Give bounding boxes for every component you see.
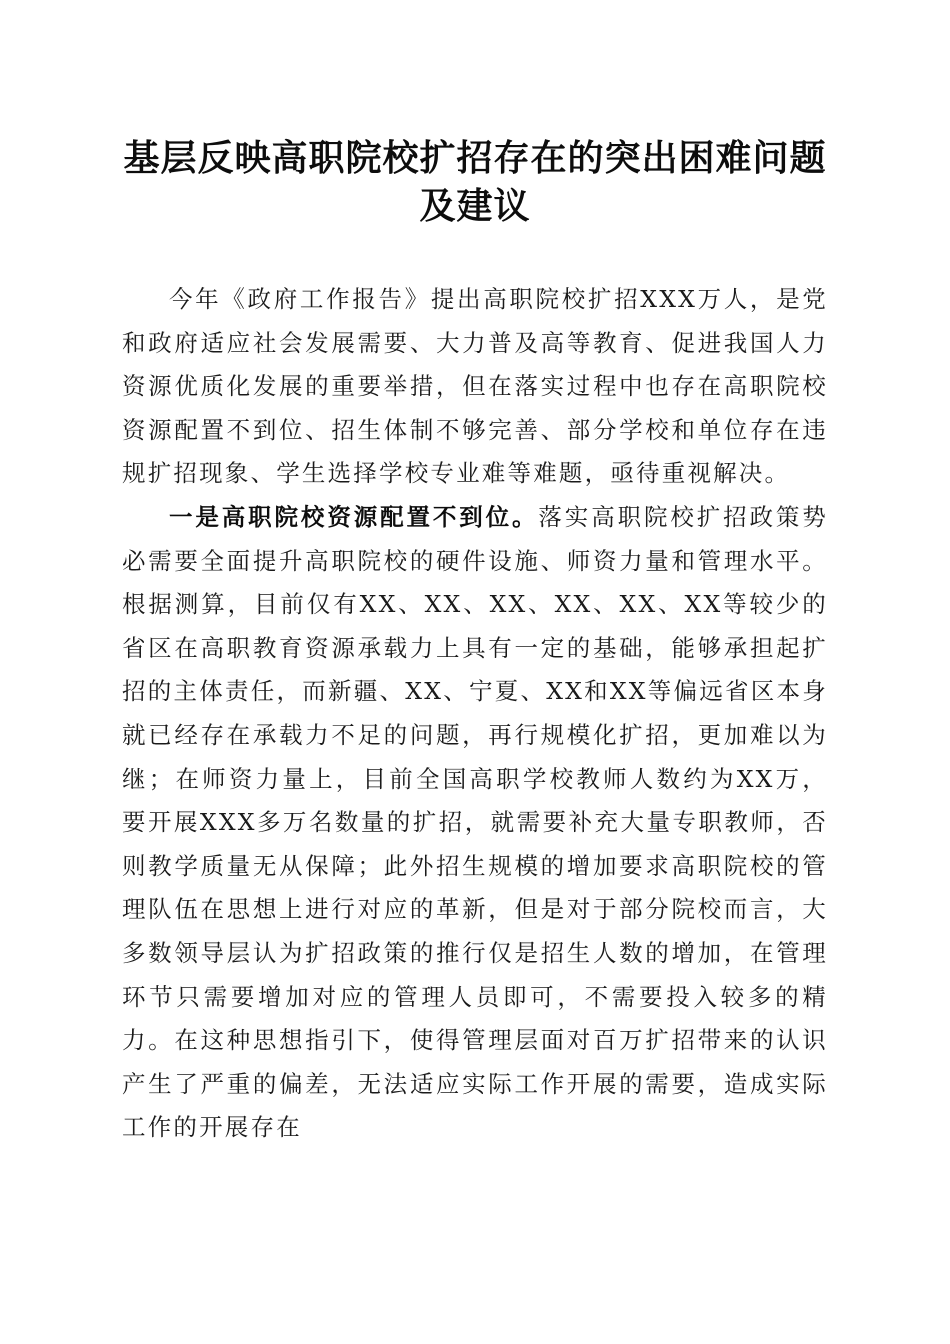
document-body	[122, 278, 828, 1150]
intro-paragraph	[122, 278, 828, 496]
paragraph-text: 今年《政府工作报告》提出高职院校扩招XXX万人，是党和政府适应社会发展需要、大力普及高等教育、促进我国人力资源优质化发展的重要举措，但在落实过程中也存在高职院校资源配置不到位、招生体制不够完善、部分学校和单位存在违规扩招现象、学生选择学校专业难等难题，亟待重视解决。	[122, 285, 828, 488]
paragraph-lead-heading: 一是高职院校资源配置不到位。	[169, 502, 539, 531]
document-title: 基层反映高职院校扩招存在的突出困难问题及建议	[123, 137, 827, 227]
point-one-paragraph	[122, 496, 828, 1150]
paragraph-text: 落实高职院校扩招政策势必需要全面提升高职院校的硬件设施、师资力量和管理水平。根据测算，目前仅有XX、XX、XX、XX、XX、XX等较少的省区在高职教育资源承载力上具有一定的基础，能够承担起扩招的主体责任，而新疆、XX、宁夏、XX和XX等偏远省区本身就已经存在承载力不足的问题，再行规模化扩招，更加难以为继；在师资力量上，目前全国高职学校教师人数约为XX万，要开展XXX多万名数量的扩招，就需要补充大量专职教师，否则教学质量无从保障；此外招生规模的增加要求高职院校的管理队伍在思想上进行对应的革新，但是对于部分院校而言，大多数领导层认为扩招政策的推行仅是招生人数的增加，在管理环节只需要增加对应的管理人员即可，不需要投入较多的精力。在这种思想指引下，使得管理层面对百万扩招带来的认识产生了严重的偏差，无法适应实际工作开展的需要，造成实际工作的开展存在	[122, 502, 828, 1142]
